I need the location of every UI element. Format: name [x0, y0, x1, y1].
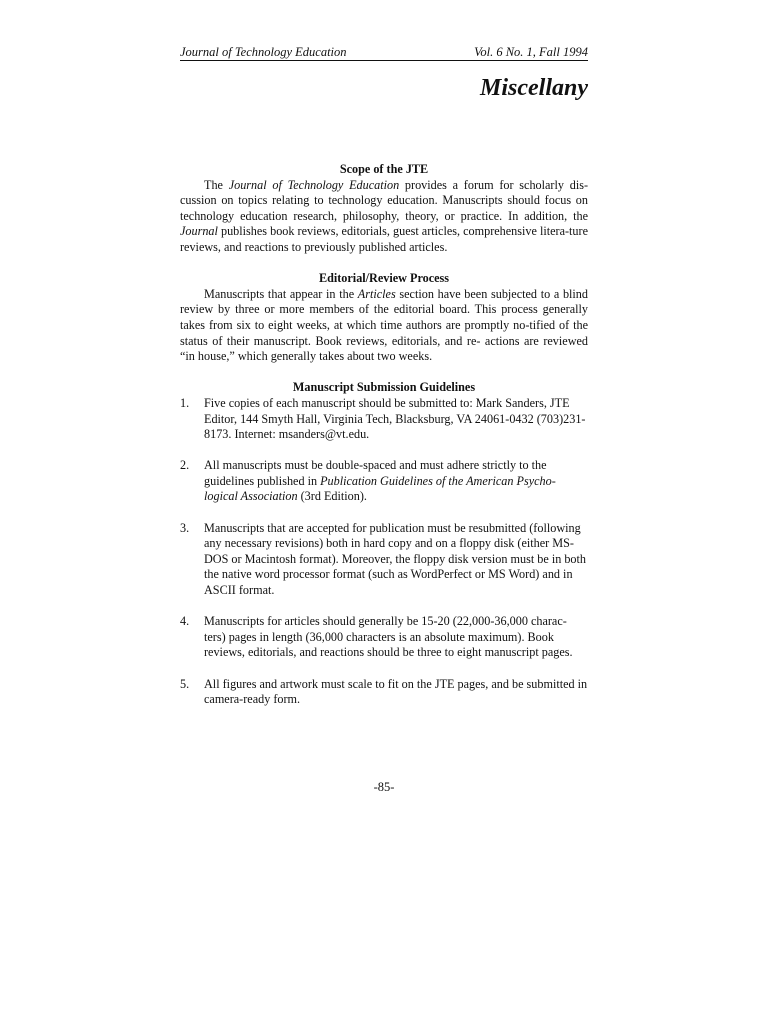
page-number: -85-: [373, 780, 395, 794]
list-text: All manuscripts must be double-spaced and must adhere strictly to the guidelines published in Publication Guidelines of the American Psycho-logical Association (3rd Edition).: [204, 458, 556, 504]
list-item: [180, 521, 588, 599]
guidelines-list: [180, 396, 588, 708]
list-item: [180, 396, 588, 443]
list-number: 4.: [180, 614, 190, 629]
running-header: [180, 44, 588, 61]
guidelines-heading: Manuscript Submission Guidelines: [292, 380, 476, 395]
list-text: All figures and artwork must scale to fit on the JTE pages, and be submitted in camera-ready form.: [204, 676, 588, 707]
section-title: Miscellany: [480, 75, 588, 101]
editorial-paragraph: Manuscripts that appear in the Articles section have been subjected to a blind review by three or more members of the editorial board. This process generally takes from six to eight weeks, at which time authors are promptly no-tified of the status of their manuscript. Book reviews, editorials, and re- actions are reviewed “in house,” which generally takes about two weeks.: [180, 286, 588, 364]
list-number: 1.: [180, 395, 190, 410]
list-number: 5.: [180, 676, 190, 691]
scope-heading: Scope of the JTE: [339, 162, 429, 176]
scope-paragraph: The Journal of Technology Education provides a forum for scholarly dis-cussion on topics relating to technology education. Manuscripts should focus on technology education research, philosophy, theory, or practice. In addition, the Journal publishes book reviews, editorials, guest articles, comprehensive litera-ture reviews, and reactions to previously published articles.: [180, 177, 589, 254]
volume-issue: Vol. 6 No. 1, Fall 1994: [474, 45, 588, 59]
list-item: [180, 458, 588, 505]
editorial-heading: Editorial/Review Process: [318, 271, 450, 286]
list-number: 2.: [180, 458, 190, 473]
list-item: [180, 614, 588, 661]
list-text: Manuscripts for articles should generally be 15-20 (22,000-36,000 charac-ters) pages in length (36,000 characters is an absolute maximum). Book reviews, editorials, and reactions should be three to eight manuscript pages.: [204, 614, 573, 660]
list-number: 3.: [180, 520, 190, 535]
list-text: Five copies of each manuscript should be submitted to: Mark Sanders, JTE Editor, 144 Smyth Hall, Virginia Tech, Blacksburg, VA 24061-0432 (703)231-8173. Internet: msanders@vt.edu.: [204, 395, 586, 442]
list-text: Manuscripts that are accepted for publication must be resubmitted (following any necessary revisions) both in hard copy and on a floppy disk (either MS-DOS or Macintosh format). Moreover, the floppy disk version must be in both the native word processor format (such as WordPerfect or MS Word) and in ASCII format.: [204, 520, 587, 598]
list-item: [180, 677, 588, 708]
article-body: [180, 162, 588, 723]
journal-title: Journal of Technology Education: [180, 45, 347, 59]
